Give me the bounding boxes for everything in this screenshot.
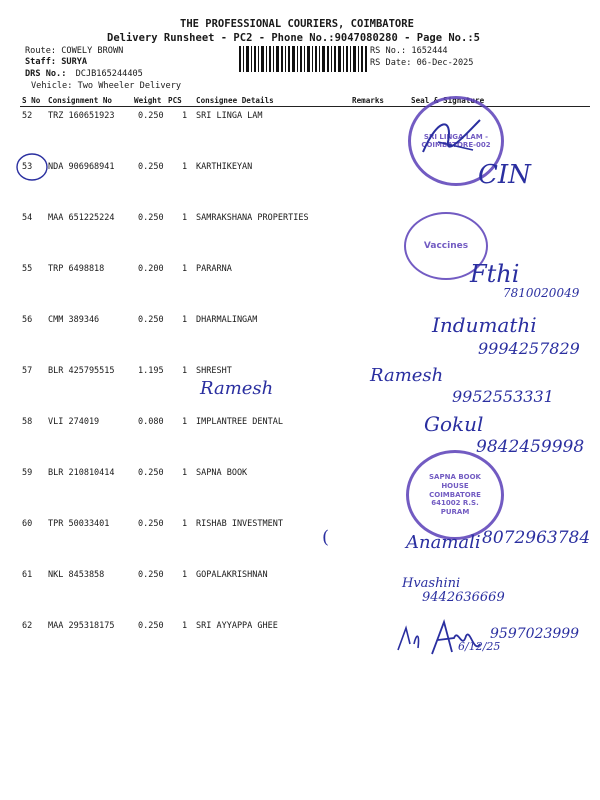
phone-r60: 8072963784 bbox=[482, 528, 591, 548]
row-consignee: SRI LINGA LAM bbox=[196, 111, 263, 121]
stamp-text: Vaccines bbox=[423, 241, 469, 251]
row-consignment: MAA 295318175 bbox=[48, 621, 115, 631]
row-weight: 0.200 bbox=[138, 264, 164, 274]
receiver-name-r57: Ramesh bbox=[370, 365, 444, 386]
barcode bbox=[239, 46, 367, 72]
row-weight: 0.250 bbox=[138, 315, 164, 325]
col-sno: S No bbox=[22, 96, 41, 105]
row-53-circle-mark bbox=[14, 150, 54, 184]
receiver-name-r58: Gokul bbox=[424, 412, 484, 436]
receiver-name-r61: Hvashini bbox=[402, 576, 461, 591]
stamp-text: SRI LINGA LAM - COIMBATORE-002 bbox=[421, 132, 491, 149]
vehicle-label: Vehicle: Two Wheeler Delivery bbox=[31, 81, 182, 91]
phone-r61: 9442636669 bbox=[422, 590, 505, 605]
row-sno: 61 bbox=[22, 570, 33, 580]
rs-number: RS No.: 1652444 bbox=[370, 46, 448, 56]
phone-r62: 9597023999 bbox=[490, 626, 580, 642]
col-consignee: Consignee Details bbox=[196, 96, 274, 105]
row-sno: 56 bbox=[22, 315, 33, 325]
row-pcs: 1 bbox=[182, 468, 188, 478]
receiver-name-r56: Indumathi bbox=[432, 313, 537, 337]
row-consignment: BLR 210810414 bbox=[48, 468, 115, 478]
header-rule bbox=[20, 106, 590, 107]
row-sno: 52 bbox=[22, 111, 33, 121]
row-sno: 58 bbox=[22, 417, 33, 427]
receiver-name-r60: Anamali bbox=[406, 532, 481, 553]
tick-mark-r60: ( bbox=[322, 527, 330, 548]
row-pcs: 1 bbox=[182, 621, 188, 631]
row-consignment: NKL 8453858 bbox=[48, 570, 105, 580]
signature-r52 bbox=[418, 112, 488, 162]
runsheet-title: Delivery Runsheet - PC2 - Phone No.:9047080280 - Page No.:5 bbox=[107, 32, 480, 44]
row-pcs: 1 bbox=[182, 162, 188, 172]
row-pcs: 1 bbox=[182, 111, 188, 121]
row-consignment: VLI 274019 bbox=[48, 417, 100, 427]
row-pcs: 1 bbox=[182, 519, 188, 529]
phone-r56: 9994257829 bbox=[478, 339, 580, 358]
route-label: Route: COWELY BROWN bbox=[25, 46, 124, 56]
row-consignee: SRI AYYAPPA GHEE bbox=[196, 621, 278, 631]
row-weight: 0.250 bbox=[138, 519, 164, 529]
row-pcs: 1 bbox=[182, 417, 188, 427]
row-weight: 0.250 bbox=[138, 621, 164, 631]
row-sno: 54 bbox=[22, 213, 33, 223]
col-weight: Weight bbox=[134, 96, 162, 105]
row-consignee: KARTHIKEYAN bbox=[196, 162, 253, 172]
col-pcs: PCS bbox=[168, 96, 182, 105]
staff-label: Staff: SURYA bbox=[25, 57, 88, 67]
company-stamp-r59 bbox=[406, 450, 504, 540]
phone-r57: 9952553331 bbox=[452, 387, 554, 406]
stamp-text: SAPNA BOOK HOUSE COIMBATORE 641002 R.S. PURAM bbox=[429, 473, 481, 517]
row-consignee: SHRESHT bbox=[196, 366, 232, 376]
row-pcs: 1 bbox=[182, 315, 188, 325]
row-consignee: PARARNA bbox=[196, 264, 232, 274]
row-consignment: TRZ 160651923 bbox=[48, 111, 115, 121]
row-consignment: NDA 906968941 bbox=[48, 162, 115, 172]
row-pcs: 1 bbox=[182, 570, 188, 580]
row-pcs: 1 bbox=[182, 213, 188, 223]
row-sno: 62 bbox=[22, 621, 33, 631]
row-consignment: TRP 6498818 bbox=[48, 264, 105, 274]
row-consignee: SAMRAKSHANA PROPERTIES bbox=[196, 213, 309, 223]
row-weight: 0.250 bbox=[138, 213, 164, 223]
company-title: THE PROFESSIONAL COURIERS, COIMBATORE bbox=[180, 18, 414, 30]
drs-label: DRS No.: bbox=[25, 69, 67, 79]
col-remarks: Remarks bbox=[352, 96, 385, 105]
row-consignment: TPR 50033401 bbox=[48, 519, 110, 529]
drs-value: DCJB165244405 bbox=[75, 69, 143, 79]
col-consignment: Consignment No bbox=[48, 96, 113, 105]
row-pcs: 1 bbox=[182, 264, 188, 274]
row-weight: 0.250 bbox=[138, 570, 164, 580]
row-sno: 53 bbox=[22, 162, 33, 172]
rs-date: RS Date: 06-Dec-2025 bbox=[370, 58, 474, 68]
row-sno: 59 bbox=[22, 468, 33, 478]
row-weight: 0.250 bbox=[138, 468, 164, 478]
row-sno: 60 bbox=[22, 519, 33, 529]
row-weight: 0.250 bbox=[138, 162, 164, 172]
row-consignee: IMPLANTREE DENTAL bbox=[196, 417, 283, 427]
col-seal: Seal & Signature bbox=[411, 96, 485, 105]
row-weight: 1.195 bbox=[138, 366, 164, 376]
row-weight: 0.080 bbox=[138, 417, 164, 427]
phone-r58: 9842459998 bbox=[476, 437, 585, 457]
row-consignment: CMM 389346 bbox=[48, 315, 100, 325]
row-consignee: DHARMALINGAM bbox=[196, 315, 258, 325]
row-consignment: BLR 425795515 bbox=[48, 366, 115, 376]
drs-number bbox=[25, 69, 143, 79]
signature-r55: Fthi bbox=[470, 260, 520, 288]
row-consignment: MAA 651225224 bbox=[48, 213, 115, 223]
row-pcs: 1 bbox=[182, 366, 188, 376]
date-r62: 6/12/25 bbox=[458, 640, 501, 653]
row-consignee: SAPNA BOOK bbox=[196, 468, 248, 478]
signature-r62 bbox=[396, 614, 496, 660]
row-weight: 0.250 bbox=[138, 111, 164, 121]
signature-r52-text: CIN bbox=[478, 160, 531, 190]
row-sno: 57 bbox=[22, 366, 33, 376]
row-consignee: GOPALAKRISHNAN bbox=[196, 570, 268, 580]
phone-r55: 7810020049 bbox=[503, 286, 580, 300]
row-consignee: RISHAB INVESTMENT bbox=[196, 519, 283, 529]
remark-r57: Ramesh bbox=[200, 378, 274, 399]
row-sno: 55 bbox=[22, 264, 33, 274]
